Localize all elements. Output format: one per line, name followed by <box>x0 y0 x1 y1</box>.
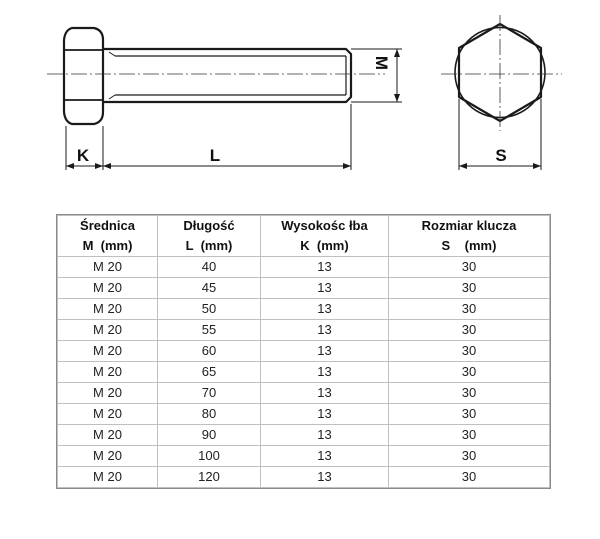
cell-diameter: M 20 <box>58 467 158 488</box>
cell-head-height: 13 <box>261 467 389 488</box>
cell-wrench-size: 30 <box>389 341 550 362</box>
cell-length: 60 <box>158 341 261 362</box>
table-row <box>58 341 550 362</box>
cell-head-height: 13 <box>261 278 389 299</box>
table-row <box>58 383 550 404</box>
header-head-height-unit: K (mm) <box>261 236 389 257</box>
cell-wrench-size: 30 <box>389 257 550 278</box>
cell-length: 55 <box>158 320 261 341</box>
header-wrench-size: Rozmiar klucza <box>389 216 550 237</box>
cell-head-height: 13 <box>261 341 389 362</box>
arrow-k-left <box>66 163 74 169</box>
header-diameter-unit: M (mm) <box>58 236 158 257</box>
cell-wrench-size: 30 <box>389 278 550 299</box>
cell-diameter: M 20 <box>58 320 158 341</box>
arrow-l-left <box>103 163 111 169</box>
header-length-unit: L (mm) <box>158 236 261 257</box>
cell-length: 90 <box>158 425 261 446</box>
cell-head-height: 13 <box>261 299 389 320</box>
table-row <box>58 299 550 320</box>
header-head-height: Wysokośc łba <box>261 216 389 237</box>
bolt-shank-outline <box>103 49 351 102</box>
arrow-s-left <box>459 163 467 169</box>
cell-wrench-size: 30 <box>389 446 550 467</box>
cell-wrench-size: 30 <box>389 425 550 446</box>
cell-length: 100 <box>158 446 261 467</box>
cell-diameter: M 20 <box>58 383 158 404</box>
cell-head-height: 13 <box>261 257 389 278</box>
cell-length: 40 <box>158 257 261 278</box>
cell-length: 70 <box>158 383 261 404</box>
table-body <box>58 257 550 488</box>
arrow-s-right <box>533 163 541 169</box>
cell-length: 120 <box>158 467 261 488</box>
cell-wrench-size: 30 <box>389 467 550 488</box>
header-wrench-size-unit: S (mm) <box>389 236 550 257</box>
table-row <box>58 278 550 299</box>
cell-head-height: 13 <box>261 425 389 446</box>
thread-end-left <box>109 52 115 56</box>
thread-end-left-b <box>109 95 115 99</box>
cell-diameter: M 20 <box>58 404 158 425</box>
cell-wrench-size: 30 <box>389 320 550 341</box>
table-row <box>58 362 550 383</box>
header-diameter: Średnica <box>58 216 158 237</box>
bolt-technical-drawing <box>0 0 600 210</box>
cell-diameter: M 20 <box>58 341 158 362</box>
arrow-m-bottom <box>394 94 400 102</box>
bolt-spec-table <box>57 215 550 488</box>
cell-wrench-size: 30 <box>389 383 550 404</box>
cell-length: 80 <box>158 404 261 425</box>
cell-diameter: M 20 <box>58 446 158 467</box>
dim-label-k: K <box>76 146 90 165</box>
cell-diameter: M 20 <box>58 278 158 299</box>
table-row <box>58 404 550 425</box>
cell-wrench-size: 30 <box>389 362 550 383</box>
table-header <box>58 216 550 257</box>
dim-label-s: S <box>495 146 507 165</box>
cell-head-height: 13 <box>261 320 389 341</box>
header-length: Długość <box>158 216 261 237</box>
cell-wrench-size: 30 <box>389 404 550 425</box>
cell-wrench-size: 30 <box>389 299 550 320</box>
cell-length: 45 <box>158 278 261 299</box>
table-row <box>58 467 550 488</box>
table-row <box>58 446 550 467</box>
table-row <box>58 257 550 278</box>
dim-label-l: L <box>209 146 221 165</box>
cell-length: 50 <box>158 299 261 320</box>
cell-diameter: M 20 <box>58 299 158 320</box>
arrow-l-right <box>343 163 351 169</box>
arrow-m-top <box>394 49 400 57</box>
cell-head-height: 13 <box>261 362 389 383</box>
bolt-head-outline <box>64 28 103 124</box>
cell-head-height: 13 <box>261 404 389 425</box>
cell-head-height: 13 <box>261 383 389 404</box>
dim-label-m: M <box>372 55 391 71</box>
cell-length: 65 <box>158 362 261 383</box>
cell-head-height: 13 <box>261 446 389 467</box>
cell-diameter: M 20 <box>58 362 158 383</box>
table-row <box>58 320 550 341</box>
cell-diameter: M 20 <box>58 257 158 278</box>
table-row <box>58 425 550 446</box>
cell-diameter: M 20 <box>58 425 158 446</box>
arrow-k-right <box>95 163 103 169</box>
